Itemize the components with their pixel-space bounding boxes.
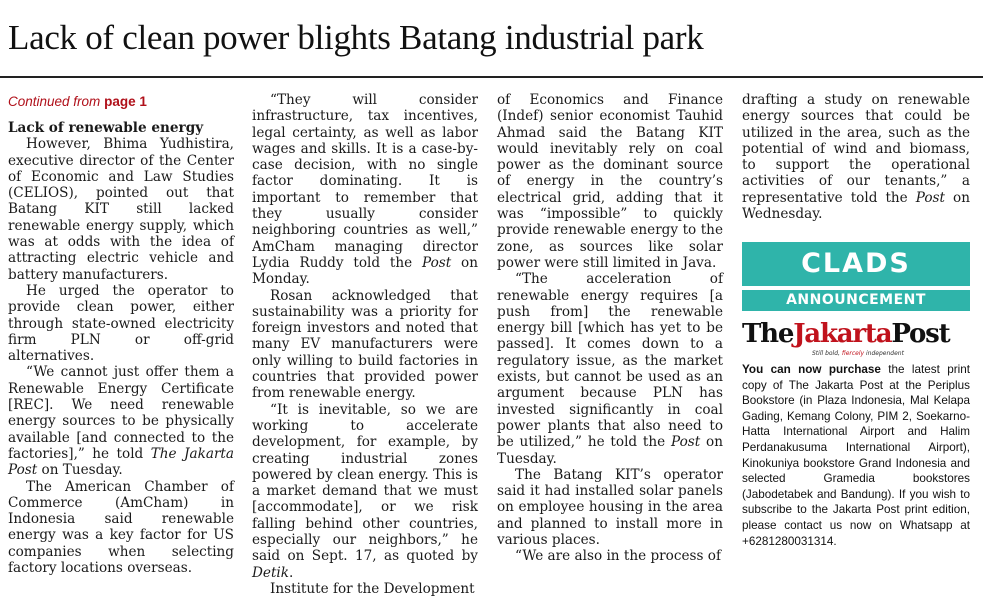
paragraph: “The acceleration of renewable energy requires [a push from] the renewable energy bill [which has yet to be passed]. It comes down to a regulatory issue, as the market exists, but cannot be used as an argument because PLN has invested significantly in coal power plants that also need to be utilized,” he told the Post on Tuesday. <box>497 271 723 467</box>
jakarta-post-logo: TheJakartaPost Still bold, fiercely independent <box>742 319 950 357</box>
paragraph: Institute for the Development <box>270 580 475 597</box>
announcement-banner: ANNOUNCEMENT <box>742 290 970 311</box>
paragraph: The American Chamber of Commerce (AmCham) in Indonesia said renewable energy was a key factor for US companies when selecting factory locations overseas. <box>8 478 234 577</box>
headline-rule <box>0 76 983 78</box>
article-column-4 <box>742 92 970 222</box>
publication-name: Detik <box>252 564 289 581</box>
ad-lead: You can now purchase <box>742 363 881 376</box>
continued-from[interactable] <box>8 94 234 110</box>
ad-body-text: You can now purchase the latest print copy of The Jakarta Post at the Periplus Bookstore (in Plaza Indonesia, Mal Kelapa Gading, Kemang Colony, PIM 2, Soekarno-Hatta International Airport and Halim Perdanakusuma International Airport), Kinokuniya bookstore Grand Indonesia and selected Gramedia bookstores (Jabodetabek and Bandung). If you wish to subscribe to the Jakarta Post print edition, please contact us now on Whatsapp at +6281280031314. <box>742 363 970 548</box>
article-column-2 <box>252 92 478 597</box>
headline: Lack of clean power blights Batang industrial park <box>8 18 704 57</box>
continued-page-link[interactable]: page 1 <box>104 94 147 109</box>
article-column-1 <box>8 92 235 577</box>
paragraph: “We are also in the process of <box>515 548 721 565</box>
paragraph: “It is inevitable, so we are working to accelerate development, for example, by creating industrial zones powered by clean energy. This is a market demand that we must [accommodate], or we risk falling behind other countries, especially our neighbors,” he said on Sept. 17, as quoted by Detik. <box>252 401 478 581</box>
paragraph: Rosan acknowledged that sustainability was a priority for foreign investors and noted that many EV manufacturers were only willing to build factories in countries that provided power from renewable energy. <box>252 287 478 402</box>
paragraph: “They will consider infrastructure, tax incentives, legal certainty, as well as labor wages and skills. It is a case-by-case decision, with no single factor dominating. It is important to remember that they usually consider neighboring countries as well,” AmCham managing director Lydia Ruddy told the Post on Monday. <box>252 92 478 288</box>
clads-banner: CLADS <box>742 242 970 286</box>
paragraph: of Economics and Finance (Indef) senior economist Tauhid Ahmad said the Batang KIT would inevitably rely on coal power as the dominant source of energy in the country’s electrical grid, adding that it was “impossible” to quickly provide renewable energy to the zone, as sources like solar power were still limited in Java. <box>497 92 723 271</box>
article-column-3 <box>497 92 723 572</box>
clads-advertisement[interactable] <box>742 242 970 549</box>
paragraph: The Batang KIT’s operator said it had installed solar panels on employee housing in the area and planned to install more in various places. <box>497 466 723 549</box>
publication-name: Post <box>422 254 452 271</box>
logo-tagline: Still bold, fiercely independent <box>812 350 904 357</box>
continued-prefix: Continued from <box>8 94 101 109</box>
section-subhead: Lack of renewable energy <box>8 120 204 136</box>
paragraph: “We cannot just offer them a Renewable Energy Certificate [REC]. We need renewable energy sources to be physically available [and connected to the factories],” he told The Jakarta Post on Tuesday. <box>8 364 235 479</box>
publication-name: The Jakarta Post <box>8 445 235 479</box>
publication-name: Post <box>915 189 945 206</box>
publication-name: Post <box>671 434 701 451</box>
paragraph: drafting a study on renewable energy sources that could be utilized in the area, such as the potential of wind and biomass, to support the operational activities of our tenants,” a representative told the Post on Wednesday. <box>742 92 970 223</box>
paragraph: However, Bhima Yudhistira, executive director of the Center of Economic and Law Studies (CELIOS), pointed out that Batang KIT still lacked renewable energy supply, which was at odds with the idea of attracting electric vehicle and battery manufacturers. <box>8 136 234 283</box>
paragraph: He urged the operator to provide clean power, either through state-owned electricity firm PLN or off-grid alternatives. <box>8 282 234 365</box>
